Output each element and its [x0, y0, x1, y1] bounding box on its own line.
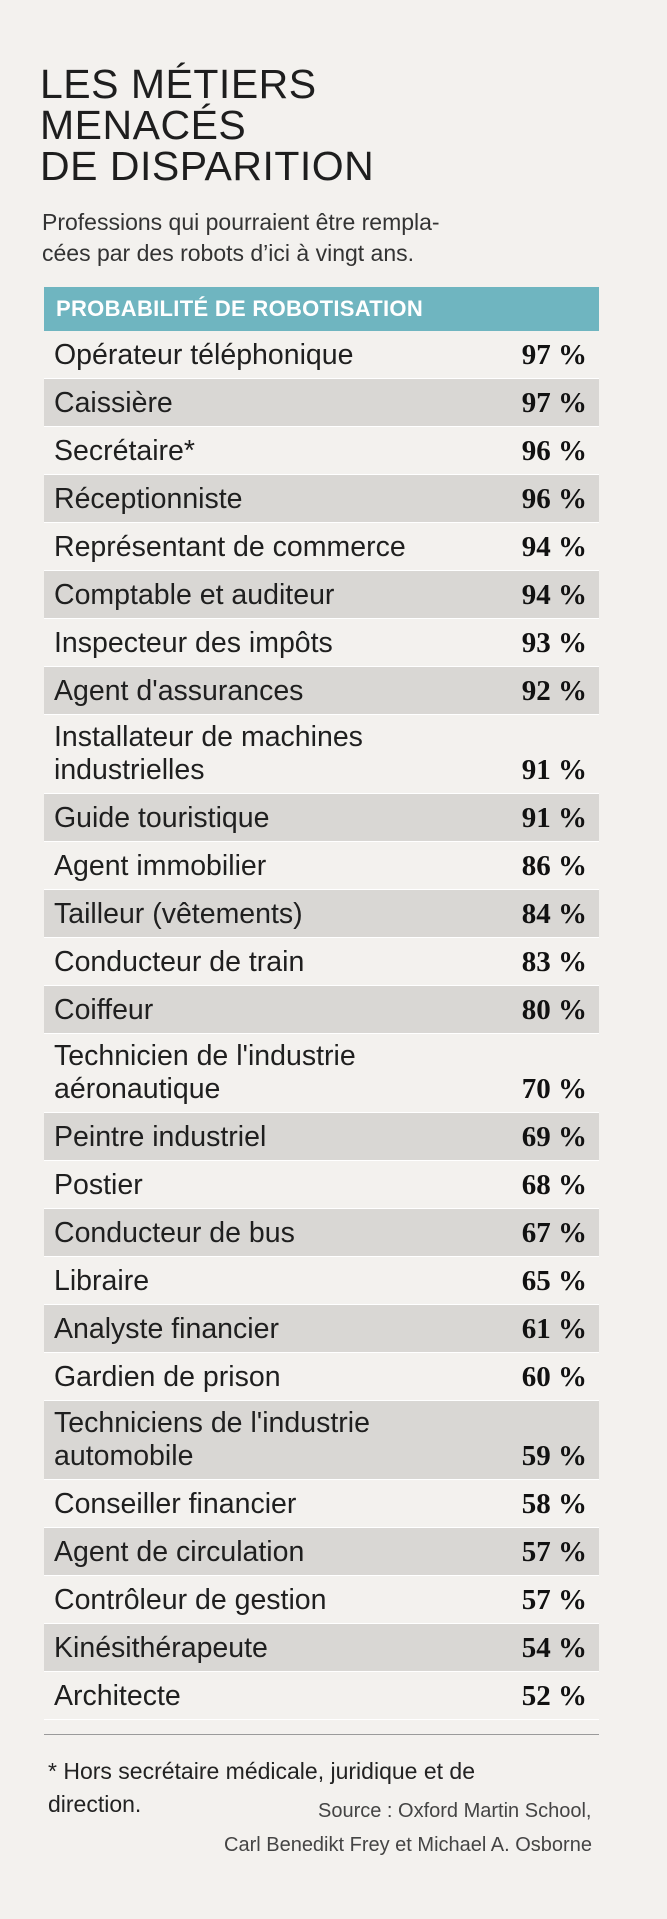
table-row: [44, 715, 599, 794]
title-line-1: LES MÉTIERS: [40, 61, 317, 107]
job-name: Technicien de l'industrie aéronautique: [54, 1040, 356, 1105]
robotisation-probability: 67 %: [521, 1217, 587, 1249]
footnote-line-2: direction.: [48, 1791, 142, 1817]
table-row: [44, 1353, 599, 1401]
table-row: [44, 427, 599, 475]
robotisation-probability: 92 %: [521, 675, 587, 707]
article-title: [40, 61, 667, 189]
job-name: Kinésithérapeute: [54, 1632, 268, 1664]
robotisation-probability: 97 %: [521, 339, 587, 371]
footnote-divider: [44, 1734, 599, 1735]
table-row: [44, 667, 599, 715]
table-row: [44, 1257, 599, 1305]
table-row: [44, 523, 599, 571]
job-name: Postier: [54, 1169, 143, 1201]
table-row: [44, 619, 599, 667]
table-row: [44, 1401, 599, 1480]
robotisation-probability: 80 %: [521, 994, 587, 1026]
table-row: [44, 1113, 599, 1161]
robotisation-probability: 57 %: [521, 1584, 587, 1616]
table-row: [44, 1576, 599, 1624]
source-line-2: Carl Benedikt Frey et Michael A. Osborne: [224, 1834, 592, 1856]
robotisation-probability: 58 %: [521, 1488, 587, 1520]
robotisation-probability: 96 %: [521, 483, 587, 515]
robotisation-probability: 94 %: [521, 579, 587, 611]
robotisation-probability: 70 %: [521, 1073, 587, 1105]
robotisation-probability: 54 %: [521, 1632, 587, 1664]
robotisation-probability: 97 %: [521, 387, 587, 419]
table-row: [44, 571, 599, 619]
job-name: Représentant de commerce: [54, 531, 406, 563]
table-header: PROBABILITÉ DE ROBOTISATION: [44, 287, 599, 331]
job-name: Analyste financier: [54, 1313, 279, 1345]
job-name: Conseiller financier: [54, 1488, 297, 1520]
robotisation-probability: 94 %: [521, 531, 587, 563]
robotisation-probability: 61 %: [521, 1313, 587, 1345]
table-row: [44, 331, 599, 379]
job-name: Guide touristique: [54, 802, 270, 834]
robotisation-probability: 91 %: [521, 802, 587, 834]
table-row: [44, 986, 599, 1034]
job-name: Libraire: [54, 1265, 150, 1297]
job-name: Réceptionniste: [54, 483, 243, 515]
table-row: [44, 1034, 599, 1113]
probability-table: [44, 287, 599, 1720]
table-rows: [44, 331, 599, 1720]
table-row: [44, 1624, 599, 1672]
job-name: Agent de circulation: [54, 1536, 305, 1568]
robotisation-probability: 96 %: [521, 435, 587, 467]
table-row: [44, 794, 599, 842]
table-row: [44, 1672, 599, 1720]
table-row: [44, 890, 599, 938]
job-name: Installateur de machines industrielles: [54, 721, 363, 786]
job-name: Agent d'assurances: [54, 675, 304, 707]
job-name: Caissière: [54, 387, 173, 419]
job-name: Opérateur téléphonique: [54, 339, 354, 371]
job-name: Secrétaire*: [54, 435, 195, 467]
robotisation-probability: 91 %: [521, 754, 587, 786]
table-row: [44, 1209, 599, 1257]
footnote-line-1: * Hors secrétaire médicale, juridique et de: [48, 1758, 475, 1784]
robotisation-probability: 57 %: [521, 1536, 587, 1568]
robotisation-probability: 65 %: [521, 1265, 587, 1297]
table-row: [44, 1480, 599, 1528]
job-name: Contrôleur de gestion: [54, 1584, 327, 1616]
footnote: [48, 1755, 648, 1856]
job-name: Tailleur (vêtements): [54, 898, 303, 930]
table-row: [44, 379, 599, 427]
table-row: [44, 475, 599, 523]
job-name: Conducteur de bus: [54, 1217, 295, 1249]
robotisation-probability: 84 %: [521, 898, 587, 930]
table-row: [44, 842, 599, 890]
robotisation-probability: 93 %: [521, 627, 587, 659]
robotisation-probability: 52 %: [521, 1680, 587, 1712]
robotisation-probability: 68 %: [521, 1169, 587, 1201]
robotisation-probability: 86 %: [521, 850, 587, 882]
job-name: Conducteur de train: [54, 946, 305, 978]
robotisation-probability: 60 %: [521, 1361, 587, 1393]
table-row: [44, 1305, 599, 1353]
article-subtitle: [42, 207, 582, 269]
title-line-2: MENACÉS: [40, 102, 247, 148]
robotisation-probability: 59 %: [521, 1440, 587, 1472]
job-name: Gardien de prison: [54, 1361, 281, 1393]
robotisation-probability: 83 %: [521, 946, 587, 978]
job-name: Agent immobilier: [54, 850, 267, 882]
robotisation-probability: 69 %: [521, 1121, 587, 1153]
subtitle-line-2: cées par des robots d’ici à vingt ans.: [42, 240, 415, 266]
job-name: Techniciens de l'industrie automobile: [54, 1407, 370, 1472]
source-line-1: Source : Oxford Martin School,: [318, 1800, 592, 1822]
job-name: Comptable et auditeur: [54, 579, 335, 611]
subtitle-line-1: Professions qui pourraient être rempla-: [42, 209, 440, 235]
job-name: Inspecteur des impôts: [54, 627, 333, 659]
job-name: Coiffeur: [54, 994, 154, 1026]
title-line-3: DE DISPARITION: [40, 143, 375, 189]
job-name: Architecte: [54, 1680, 181, 1712]
job-name: Peintre industriel: [54, 1121, 267, 1153]
table-row: [44, 1528, 599, 1576]
table-row: [44, 938, 599, 986]
table-row: [44, 1161, 599, 1209]
